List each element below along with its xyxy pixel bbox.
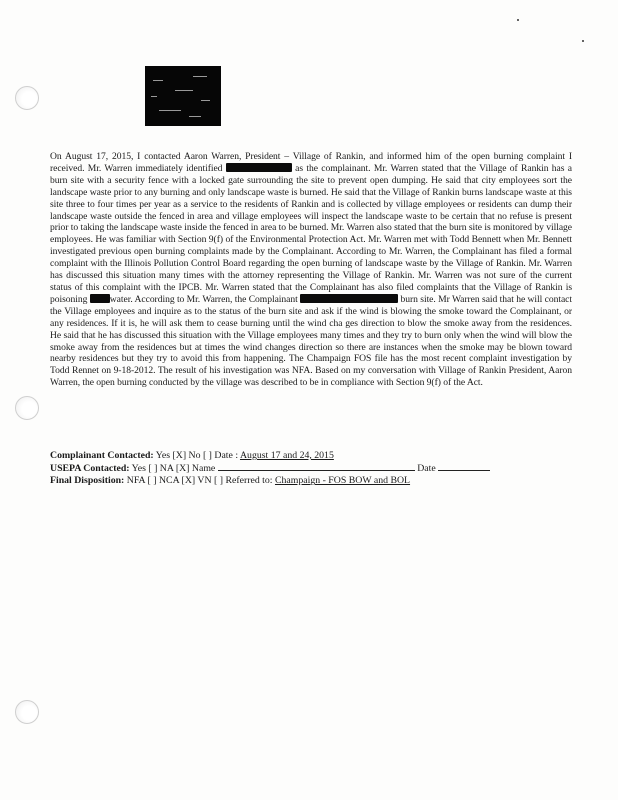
usepa-contacted-row <box>50 462 572 475</box>
complainant-contacted-date: August 17 and 24, 2015 <box>239 450 334 461</box>
complainant-contacted-label: Complainant Contacted: <box>50 450 154 461</box>
usepa-date-label: Date <box>417 463 436 475</box>
scan-speck <box>582 40 584 42</box>
usepa-date-blank <box>438 462 490 471</box>
usepa-contacted-label: USEPA Contacted: <box>50 463 130 475</box>
hole-punch <box>15 86 39 110</box>
usepa-name-blank <box>218 462 415 471</box>
usepa-contacted-options: Yes [ ] NA [X] Name <box>131 463 216 475</box>
complainant-contacted-options: Yes [X] No [ ] Date : <box>155 450 239 461</box>
status-block <box>50 450 572 488</box>
narrative-part-1: On August 17, 2015, I contacted Aaron Warren, President – Village of Rankin, and informed him of the open burning complaint I received. Mr. Warren immediately identified <box>50 151 572 174</box>
narrative-part-3: water. According to Mr. Warren, the Complainant <box>109 293 298 305</box>
redaction-bar <box>90 294 110 303</box>
hole-punch <box>15 700 39 724</box>
narrative-part-2: as the complainant. Mr. Warren stated that the Village of Rankin has a burn site with a security fence with a locked gate surrounding the site to prevent open dumping. He said that city employees sort the landscape waste prior to any burning and only landscape waste is burned. He said that the Village of Rankin burns landscape waste at this site three to four times per year as a service to the residents of Rankin and is collected by village employees or residents can dump their landscape waste outside the fenced in area and village employees will inspect the landscape waste to be certain that no refuse is present prior to taking the landscape waste inside the fenced in area to be burned. Mr. Warren also stated that the burn site is monitored by village employees. He was familiar with Section 9(f) of the Environmental Protection Act. Mr. Warren met with Todd Bennett when Mr. Bennett investigated previous open burning complaints made by the Complainant. According to Mr. Warren, the Complainant has filed a formal complaint with the Illinois Pollution Control Board regarding the open burning of landscape waste by the Village of Rankin. Mr. Warren has discussed this situation many times with the attorney representing the Village of Rankin. Mr. Warren was not sure of the current status of this complaint with the IPCB. Mr. Warren stated that the Complainant has also filed complaints that the Village of Rankin is poisoning <box>50 162 572 305</box>
photo-thumbnail <box>145 66 221 126</box>
final-disposition-options: NFA [ ] NCA [X] VN [ ] Referred to: <box>126 475 273 487</box>
complainant-contacted-row <box>50 450 572 462</box>
redaction-bar <box>226 163 292 172</box>
final-disposition-label: Final Disposition: <box>50 475 125 487</box>
hole-punch <box>15 396 39 420</box>
final-disposition-row <box>50 475 572 487</box>
scan-speck <box>517 19 519 21</box>
redaction-bar <box>300 294 398 303</box>
final-disposition-referred: Champaign - FOS BOW and BOL <box>274 475 411 487</box>
narrative-paragraph <box>50 151 572 389</box>
narrative-part-4: burn site. Mr Warren said that he will contact the Village employees and inquire as to the status of the burn site and ask if the wind is blowing the smoke toward the Complainant, or any residences. If it is, he will ask them to cease burning until the wind cha ges direction to blow the smoke away from the residences. He said that he has discussed this situation with the Village employees many times and they try to burn only when the wind will blow the smoke away from the residences but at times the wind changes direction so there are instances when the smoke may be blown toward nearby residences but they try to avoid this from happening. The Champaign FOS file has the most recent complaint investigation by Todd Rennet on 9-18-2012. The result of his investigation was NFA. Based on my conversation with Village of Rankin President, Aaron Warren, the open burning conducted by the village was described to be in compliance with Section 9(f) of the Act. <box>50 293 572 389</box>
